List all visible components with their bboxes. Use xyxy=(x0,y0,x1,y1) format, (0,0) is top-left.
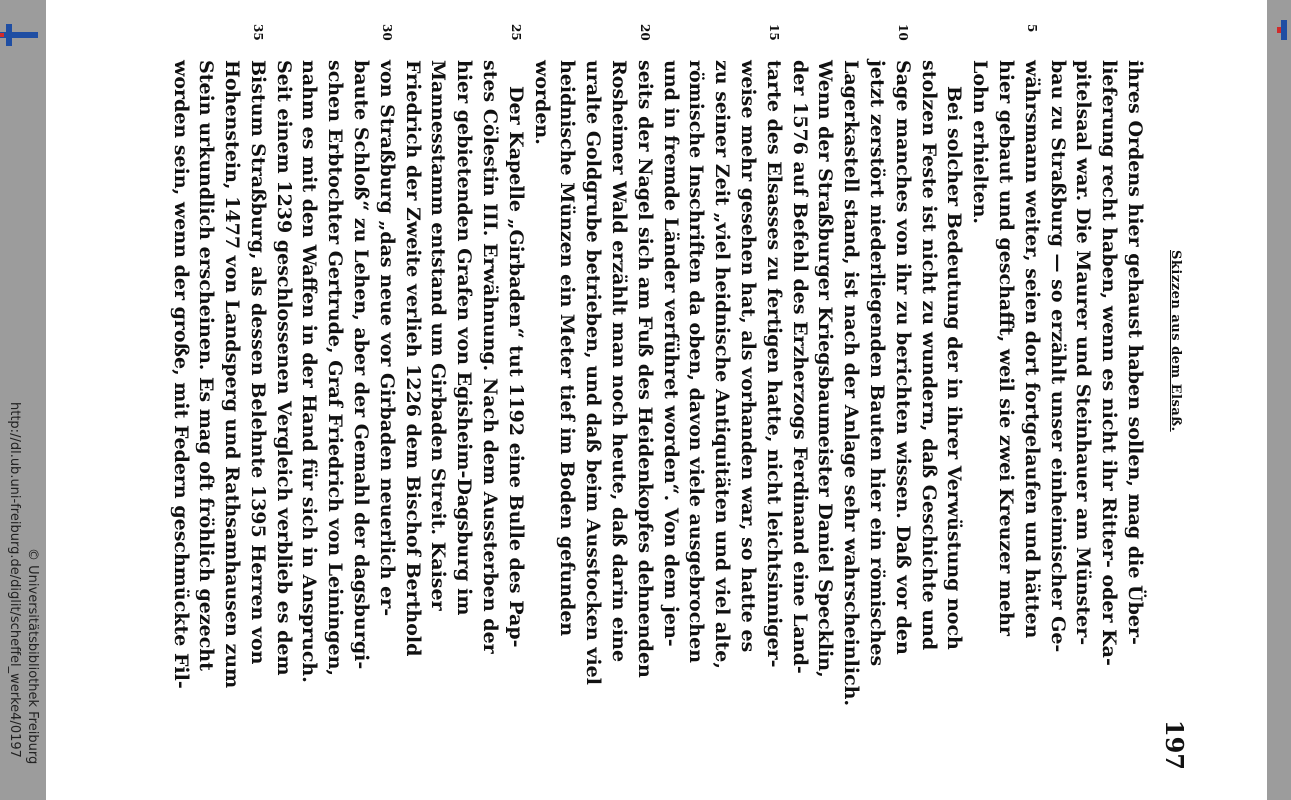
text-line xyxy=(1095,60,1121,770)
text-line xyxy=(450,60,476,770)
line-text: heidnische Münzen ein Meter tief im Boden gefunden xyxy=(555,60,578,637)
line-text: Seit einem 1239 geschlossenen Vergleich verblieb es dem xyxy=(272,60,295,676)
line-text: der 1576 auf Befehl des Erzherzogs Ferdinand eine Land- xyxy=(788,60,811,674)
line-number: 35 xyxy=(250,24,265,41)
line-text: Sage manches von ihr zu berichten wissen. Daß vor den xyxy=(891,60,914,655)
text-line xyxy=(889,24,915,770)
line-text: ihres Ordens hier gehaust haben sollen, mag die Über- xyxy=(1123,60,1146,645)
text-line xyxy=(811,60,837,770)
text-line xyxy=(398,60,424,770)
line-text: Friedrich der Zweite verlieh 1226 dem Bischof Berthold xyxy=(401,60,424,657)
line-text: Bistum Straßburg, als dessen Belehnte 1395 Herren von xyxy=(246,60,269,665)
text-line xyxy=(1121,60,1147,770)
text-line xyxy=(502,24,528,770)
text-line xyxy=(553,60,579,770)
running-title: Skizzen aus dem Elsaß. xyxy=(1167,250,1183,432)
line-text: Hohenstein, 1477 von Landsperg und Rathsamhausen zum xyxy=(220,60,243,689)
line-text: uralte Goldgrube betrieben, und daß beim Ausstocken viel xyxy=(581,60,604,685)
line-text: baute Schloß“ zu Lehen, aber der Gemahl der dagsburgi- xyxy=(349,60,372,670)
text-line xyxy=(218,60,244,770)
text-line xyxy=(1043,60,1069,770)
line-text: Der Kapelle „Girbaden“ tut 1192 eine Bulle des Pap- xyxy=(504,86,527,648)
text-line xyxy=(1069,60,1095,770)
text-line xyxy=(476,60,502,770)
line-text: zu seiner Zeit „viel heidnische Antiquitäten und viel alte, xyxy=(710,60,733,669)
text-line xyxy=(631,24,657,770)
right-margin-strip xyxy=(1267,0,1291,800)
text-line xyxy=(966,60,992,770)
text-line xyxy=(682,60,708,770)
text-line xyxy=(656,60,682,770)
flag-icon-right xyxy=(1277,20,1289,40)
running-head xyxy=(1159,20,1189,780)
line-number: 25 xyxy=(508,24,523,41)
text-line xyxy=(244,24,270,770)
text-line xyxy=(321,60,347,770)
text-line xyxy=(863,60,889,770)
line-text: tarte des Elsasses zu fertigen hatte, nicht leichtsinniger- xyxy=(762,60,785,668)
line-text: Rosheimer Wald erzählt man noch heute, daß darin eine xyxy=(607,60,630,663)
text-line xyxy=(837,60,863,770)
text-line xyxy=(914,60,940,770)
text-line xyxy=(192,60,218,770)
line-text: Stein urkundlich erscheinen. Es mag oft fröhlich gezecht xyxy=(194,60,217,671)
text-line xyxy=(785,60,811,770)
watermark-url: http://dl.ub.uni-freiburg.de/diglit/scheffel_werke4/0197 xyxy=(7,402,22,758)
text-line xyxy=(1018,24,1044,770)
scanned-page xyxy=(46,0,1267,800)
line-text: schen Erbtochter Gertrude, Graf Friedrich von Leiningen, xyxy=(323,60,346,676)
watermark-copyright: © Universitätsbibliothek Freiburg xyxy=(25,548,40,765)
line-text: römische Inschriften da oben, davon viele ausgebrochen xyxy=(684,60,707,664)
line-text: Wenn der Straßburger Kriegsbaumeister Daniel Specklin, xyxy=(813,60,836,678)
line-text: stolzen Feste ist nicht zu wundern, daß Geschichte und xyxy=(917,60,940,651)
line-text: seits der Nagel sich am Fuß des Heidenkopfes dehnenden xyxy=(633,60,656,678)
line-text: weise mehr gesehen hat, als vorhanden war, so hatte es xyxy=(736,60,759,653)
text-line xyxy=(708,60,734,770)
text-line xyxy=(295,60,321,770)
line-text: worden. xyxy=(530,60,553,145)
line-number: 20 xyxy=(637,24,652,41)
line-text: von Straßburg „das neue vor Girbaden neuerlich er- xyxy=(375,60,398,617)
line-number: 5 xyxy=(1024,24,1039,33)
body-text xyxy=(166,24,1146,770)
page-content xyxy=(107,20,1207,780)
text-line xyxy=(760,24,786,770)
text-line xyxy=(424,60,450,770)
line-number: 30 xyxy=(379,24,394,41)
line-text: lieferung recht haben, wenn es nicht ihr Ritter- oder Ka- xyxy=(1097,60,1120,666)
text-line xyxy=(734,60,760,770)
line-text: bau zu Straßburg — so erzählt unser einheimischer Ge- xyxy=(1046,60,1069,653)
line-text: Bei solcher Bedeutung der in ihrer Verwüstung noch xyxy=(942,86,965,650)
text-line xyxy=(373,24,399,770)
line-text: währsmann weiter, seien dort fortgelaufen und hätten xyxy=(1020,60,1043,639)
text-line xyxy=(605,60,631,770)
watermark xyxy=(0,0,46,800)
text-line xyxy=(940,60,966,770)
line-number: 15 xyxy=(766,24,781,41)
line-text: jetzt zerstört niederliegenden Bauten hier ein römisches xyxy=(865,60,888,667)
line-text: Lagerkastell stand, ist nach der Anlage sehr wahrscheinlich. xyxy=(839,60,862,707)
line-text: pitelsaal war. Die Maurer und Steinhauer am Münster- xyxy=(1071,60,1094,646)
text-line xyxy=(527,60,553,770)
line-text: stes Cölestin III. Erwähnung. Nach dem Aussterben der xyxy=(478,60,501,654)
line-text: und in fremde Länder verführet worden“. Von dem jen- xyxy=(659,60,682,647)
page-number: 197 xyxy=(1159,719,1189,770)
text-line xyxy=(992,60,1018,770)
text-line xyxy=(579,60,605,770)
text-line xyxy=(166,60,192,770)
line-text: Mannesstamm entstand um Girbaden Streit. Kaiser xyxy=(426,60,449,611)
text-line xyxy=(269,60,295,770)
line-text: Lohn erhielten. xyxy=(968,60,991,225)
text-line xyxy=(347,60,373,770)
line-text: worden sein, wenn der große, mit Federn geschmückte Fil- xyxy=(169,60,192,689)
line-number: 10 xyxy=(895,24,910,41)
line-text: hier gebietenden Grafen von Egisheim-Dagsburg im xyxy=(452,60,475,616)
line-text: hier gebaut und geschafft, weil sie zwei Kreuzer mehr xyxy=(994,60,1017,636)
line-text: nahm es mit den Waffen in der Hand für sich in Anspruch. xyxy=(298,60,320,683)
